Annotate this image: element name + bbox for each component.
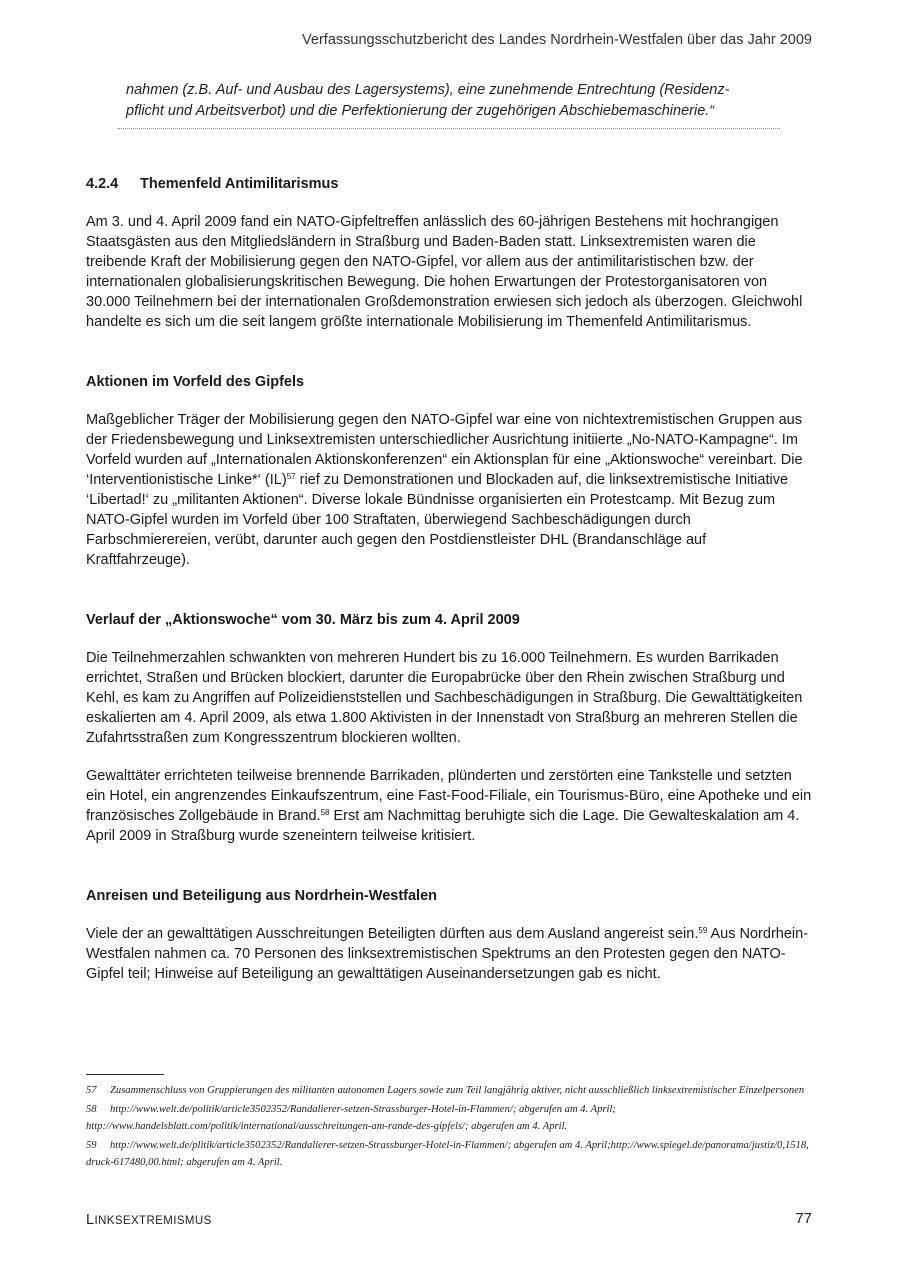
- footer-section-rest: INKSEXTREMISMUS: [94, 1215, 212, 1227]
- running-header: Verfassungsschutzbericht des Landes Nordrhein-Westfalen über das Jahr 2009: [302, 32, 812, 48]
- quote-line-2: pflicht und Arbeitsverbot) und die Perfektionierung der zugehörigen Abschiebemaschinerie.“: [126, 103, 715, 119]
- footnote-text: http://www.welt.de/politik/article3502352/Randalierer-setzen-Strassburger-Hotel-in-Flammen/; abgerufen am 4. April; http://www.handelsblatt.com/politik/international/ausschreitungen-am-rande-des-gipfels/; abgerufen am 4. April.: [86, 1104, 616, 1132]
- paragraph-aktionswoche-1: Die Teilnehmerzahlen schwankten von mehreren Hundert bis zu 16.000 Teilnehmern. Es wurden Barrikaden errichtet, Straßen und Brücken blockiert, darunter die Europabrücke über den Rhein zwischen Straßburg und Kehl, es kam zu Angriffen auf Polizeidienststellen und Sachbeschädigungen in Straßburg. Die Gewalttätigkeiten eskalierten am 4. April 2009, als etwa 1.800 Aktivisten in der Innenstadt von Straßburg an mehreren Stellen die Zufahrtsstraßen zum Kongresszentrum blockieren wollten.: [86, 650, 803, 746]
- footnote-ref-58[interactable]: 58: [320, 808, 330, 817]
- quote-dotted-rule: [118, 128, 780, 129]
- page-number: 77: [795, 1210, 812, 1227]
- paragraph-aktionen-vorfeld: [86, 410, 814, 570]
- footnote-number: 59: [86, 1140, 97, 1151]
- paragraph-text: Maßgeblicher Träger der Mobilisierung gegen den NATO-Gipfel war eine von nichtextremistischen Gruppen aus der Friedensbewegung und Linksextremisten unterschiedlicher Ausrichtung initiierte „No-NATO-Kampagne“. Im Vorfeld wurden auf „Internationalen Aktionskonferenzen“ ein Aktionsplan für eine „Aktionswoche“ vereinbart. Die ‘Interventionistische Linke*‘ (IL): [86, 412, 803, 488]
- paragraph-aktionswoche-2: [86, 766, 814, 846]
- footer-section-label: [86, 1212, 212, 1228]
- paragraph-text: Aus Nordrhein-Westfalen nahmen ca. 70 Personen des linksextremistischen Spektrums an den Protesten gegen den NATO-Gipfel teil; Hinweise auf Beteiligung an gewalttätigen Auseinandersetzungen gab es nicht.: [86, 926, 809, 982]
- subheading-aktionswoche: Verlauf der „Aktionswoche“ vom 30. März bis zum 4. April 2009: [86, 612, 520, 628]
- footnote-text: http://www.welt.de/plitik/article3502352/Randalierer-setzen-Strassburger-Hotel-in-Flammen/; abgerufen am 4. April;http://www.spiegel.de/panorama/justiz/0,1518, druck-617480,00.html; abgerufen am 4. April.: [86, 1140, 809, 1168]
- section-heading: [86, 174, 814, 194]
- section-number: 4.2.4: [86, 176, 119, 192]
- footnote-text: Zusammenschluss von Gruppierungen des militanten autonomen Lagers sowie zum Teil langjährig aktiver, nicht ausschließlich linksextremistischer Einzelpersonen: [110, 1085, 805, 1096]
- section-intro-paragraph: Am 3. und 4. April 2009 fand ein NATO-Gipfeltreffen anlässlich des 60-jährigen Bestehens mit hochrangigen Staatsgästen aus den Mitgliedsländern in Straßburg und Baden-Baden statt. Linksextremisten waren die treibende Kraft der Mobilisierung gegen den NATO-Gipfel, vor allem aus der antimilitaristischen bzw. der internationalen globalisierungskritischen Bewegung. Die hohen Erwartungen der Protestorganisatoren von 30.000 Teilnehmern bei der internationalen Großdemonstration erwiesen sich jedoch als überzogen. Gleichwohl handelte es sich um die seit langem größte internationale Mobilisierung im Themenfeld Antimilitarismus.: [86, 214, 803, 330]
- subheading-aktionen-vorfeld: Aktionen im Vorfeld des Gipfels: [86, 374, 305, 390]
- paragraph-nrw: [86, 924, 814, 984]
- subheading-nrw: Anreisen und Beteiligung aus Nordrhein-Westfalen: [86, 888, 437, 904]
- paragraph-text: Gewalttäter errichteten teilweise brennende Barrikaden, plünderten und zerstörten eine Tankstelle und setzten ein Hotel, ein angrenzendes Einkaufszentrum, eine Fast-Food-Filiale, ein Tourismus-Büro, eine Apotheke und ein französisches Zollgebäude in Brand.: [86, 768, 812, 824]
- footnote-number: 57: [86, 1085, 97, 1096]
- main-content: [86, 174, 814, 984]
- section-title: Themenfeld Antimilitarismus: [140, 176, 339, 192]
- footnote-separator: [86, 1074, 164, 1075]
- footnote-59: [86, 1137, 816, 1171]
- footnote-ref-59[interactable]: 59: [698, 926, 708, 935]
- footnote-ref-57[interactable]: 57: [286, 472, 296, 481]
- footer-section-initial: L: [86, 1212, 95, 1228]
- paragraph-text: Erst am Nachmittag beruhigte sich die Lage. Die Gewalteskalation am 4. April 2009 in Straßburg wurde szeneintern teilweise kritisiert.: [86, 808, 800, 844]
- footnote-number: 58: [86, 1104, 97, 1115]
- quote-line-1: nahmen (z.B. Auf- und Ausbau des Lagersystems), eine zunehmende Entrechtung (Residenz-: [126, 82, 730, 98]
- footnotes: [86, 1082, 816, 1173]
- paragraph-text: rief zu Demonstrationen und Blockaden auf, die linksextremistische Initiative ‘Libertad!‘ zu „militanten Aktionen“. Diverse lokale Bündnisse organisierten ein Protestcamp. Mit Bezug zum NATO-Gipfel wurden im Vorfeld über 100 Straftaten, überwiegend Sachbeschädigungen durch Farbschmierereien, verübt, darunter auch gegen den Postdienstleister DHL (Brandanschläge auf Kraftfahrzeuge).: [86, 472, 789, 568]
- footnote-57: [86, 1082, 816, 1099]
- quote-continuation: [126, 80, 786, 122]
- footnote-58: [86, 1101, 816, 1135]
- paragraph-text: Viele der an gewalttätigen Ausschreitungen Beteiligten dürften aus dem Ausland angereist sein.: [86, 926, 699, 942]
